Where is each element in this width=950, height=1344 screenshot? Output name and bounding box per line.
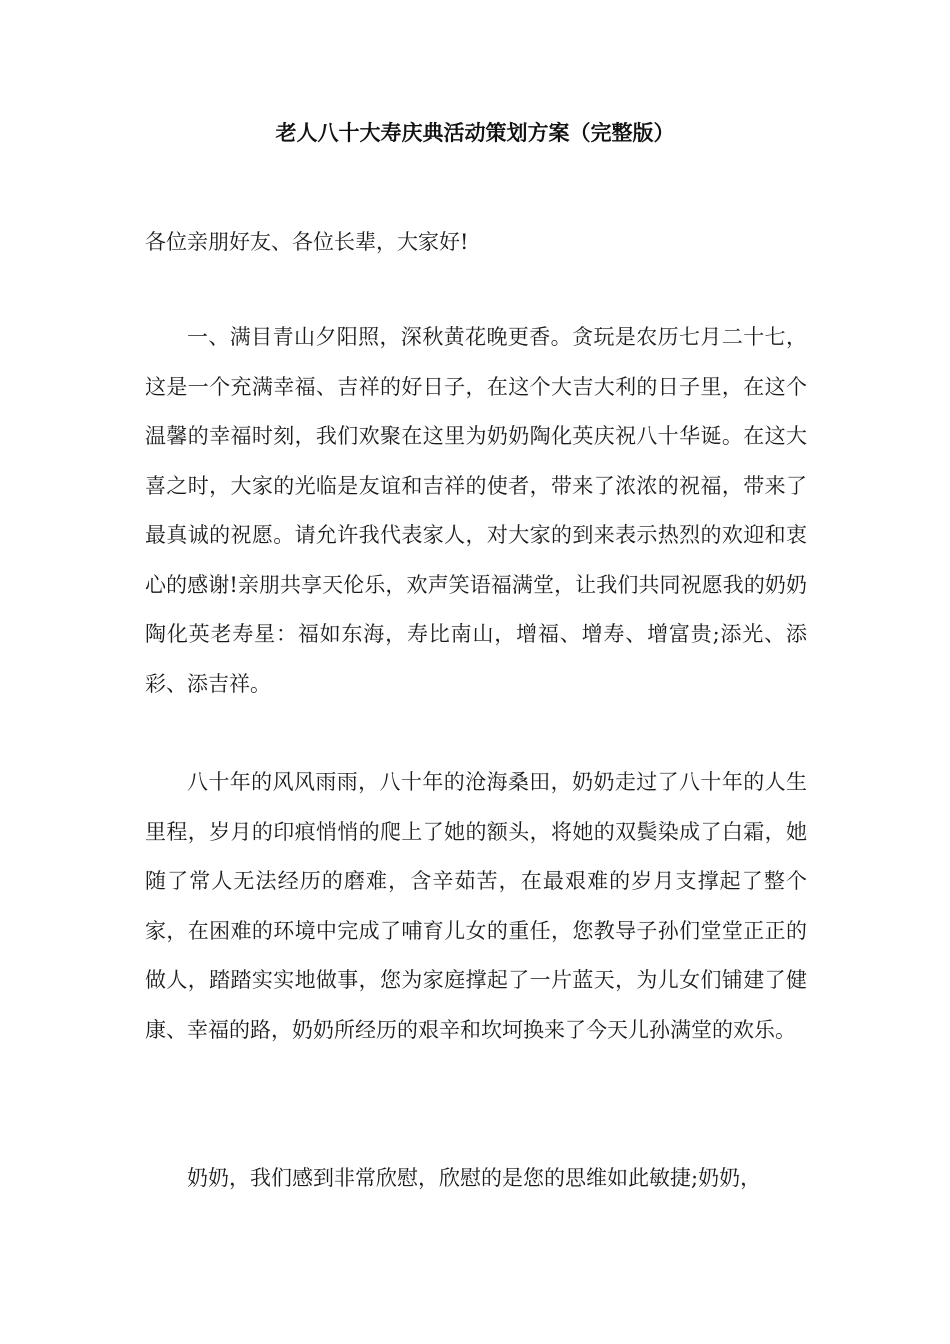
greeting-line: 各位亲朋好友、各位长辈，大家好! bbox=[145, 230, 469, 254]
paragraph-3: 奶奶，我们感到非常欣慰，欣慰的是您的思维如此敏捷;奶奶， bbox=[187, 1166, 762, 1190]
paragraph-2: 八十年的风风雨雨，八十年的沧海桑田，奶奶走过了八十年的人生里程，岁月的印痕悄悄的爬上了她的额头，将她的双鬓染成了白霜，她随了常人无法经历的磨难，含辛茹苦，在最艰难的岁月支撑起了整个家，在困难的环境中完成了哺育儿女的重任，您教导子孙们堂堂正正的做人，踏踏实实地做事，您为家庭撑起了一片蓝天，为儿女们铺建了健康、幸福的路，奶奶所经历的艰辛和坎坷换来了今天儿孙满堂的欢乐。 bbox=[145, 770, 807, 1042]
document-title: 老人八十大寿庆典活动策划方案（完整版） bbox=[275, 121, 675, 145]
paragraph-1: 一、满目青山夕阳照，深秋黄花晚更香。贪玩是农历七月二十七，这是一个充满幸福、吉祥的好日子，在这个大吉大利的日子里，在这个温馨的幸福时刻，我们欢聚在这里为奶奶陶化英庆祝八十华诞。在这大喜之时，大家的光临是友谊和吉祥的使者，带来了浓浓的祝福，带来了最真诚的祝愿。请允许我代表家人，对大家的到来表示热烈的欢迎和衷心的感谢!亲朋共享天伦乐，欢声笑语福满堂，让我们共同祝愿我的奶奶陶化英老寿星：福如东海，寿比南山，增福、增寿、增富贵;添光、添彩、添吉祥。 bbox=[145, 325, 807, 696]
